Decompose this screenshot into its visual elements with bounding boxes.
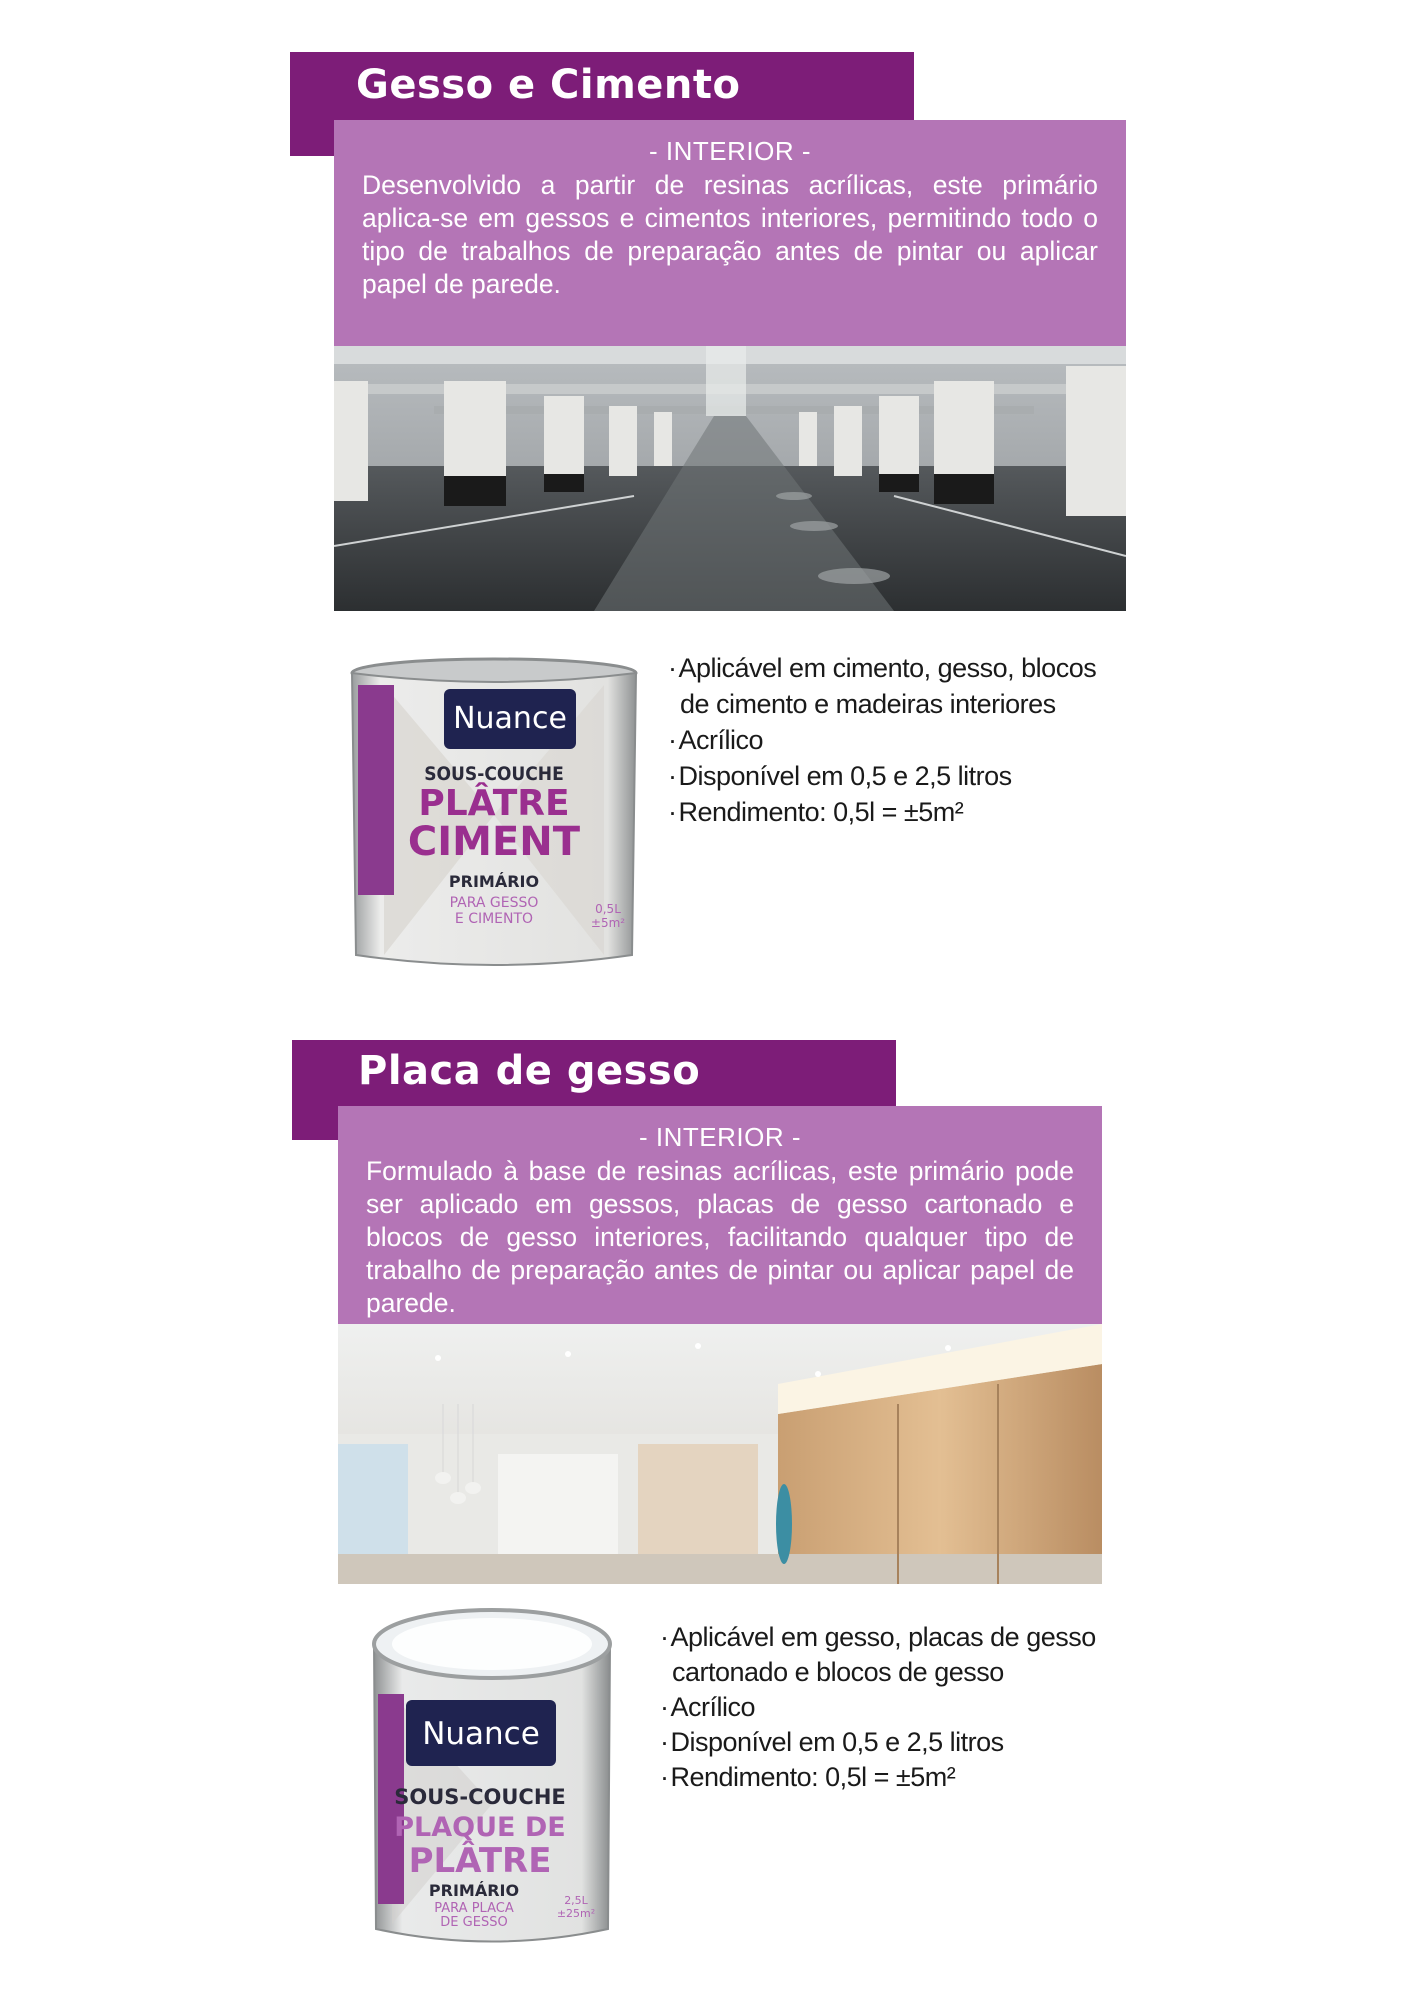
section-1-features: [668, 650, 1128, 830]
section-1-can-line5: PARA GESSO: [449, 895, 539, 911]
section-1-title: Gesso e Cimento: [356, 62, 741, 108]
parking-garage-photo: [334, 346, 1126, 611]
feature-item: · Disponível em 0,5 e 2,5 litros: [660, 1725, 1100, 1760]
section-2-description: Formulado à base de resinas acrílicas, este primário pode ser aplicado em gessos, placas de gesso cartonado e blocos de gesso interiores, facilitando qualquer tipo de trabalho de preparação antes de pintar ou aplicar papel de parede.: [366, 1156, 1074, 1318]
section-2-can-line5: PARA PLACA: [434, 1901, 514, 1916]
section-1-can-line2: PLÂTRE: [418, 783, 570, 824]
section-1-can-brand: Nuance: [453, 701, 567, 736]
section-1-product-can: [344, 655, 644, 975]
feature-item: · Rendimento: 0,5l = ±5m²: [660, 1760, 1100, 1795]
feature-item: · Acrílico: [668, 722, 1128, 758]
section-2-description-box: [338, 1106, 1102, 1324]
section-2-tag: - INTERIOR -: [639, 1122, 801, 1152]
interior-room-photo: [338, 1324, 1102, 1584]
feature-item: · Rendimento: 0,5l = ±5m²: [668, 794, 1128, 830]
section-2-features: [660, 1620, 1100, 1795]
section-1-can-size: 0,5L: [595, 902, 621, 916]
section-1-can-yield: ±5m²: [590, 916, 626, 930]
section-2-can-line3: PLÂTRE: [408, 1841, 552, 1881]
section-1-can-line4: PRIMÁRIO: [448, 872, 540, 891]
section-2-title: Placa de gesso: [358, 1048, 701, 1094]
section-2-can-size: 2,5L: [564, 1894, 588, 1907]
feature-item: · Aplicável em gesso, placas de gesso cartonado e blocos de gesso: [660, 1620, 1100, 1690]
feature-item: · Disponível em 0,5 e 2,5 litros: [668, 758, 1128, 794]
feature-item: · Acrílico: [660, 1690, 1100, 1725]
section-2-can-brand: Nuance: [422, 1716, 540, 1752]
section-2-product-can: [362, 1604, 622, 1954]
section-1-tag: - INTERIOR -: [649, 136, 811, 166]
section-1-description-box: [334, 120, 1126, 346]
section-1-can-line6: E CIMENTO: [454, 911, 534, 927]
feature-item: · Aplicável em cimento, gesso, blocos de cimento e madeiras interiores: [668, 650, 1128, 722]
section-2-can-line1: SOUS-COUCHE: [394, 1785, 566, 1809]
section-2-can-line6: DE GESSO: [440, 1915, 508, 1930]
section-1-can-line1: SOUS-COUCHE: [424, 763, 564, 785]
section-2-can-line4: PRIMÁRIO: [428, 1881, 520, 1900]
section-1-description: Desenvolvido a partir de resinas acrílicas, este primário aplica-se em gessos e cimentos interiores, permitindo todo o tipo de trabalhos de preparação antes de pintar ou aplicar papel de parede.: [362, 170, 1098, 299]
section-2-can-line2: PLAQUE DE: [394, 1812, 566, 1843]
section-1-can-line3: CIMENT: [407, 819, 581, 865]
section-2-can-yield: ±25m²: [556, 1907, 596, 1920]
